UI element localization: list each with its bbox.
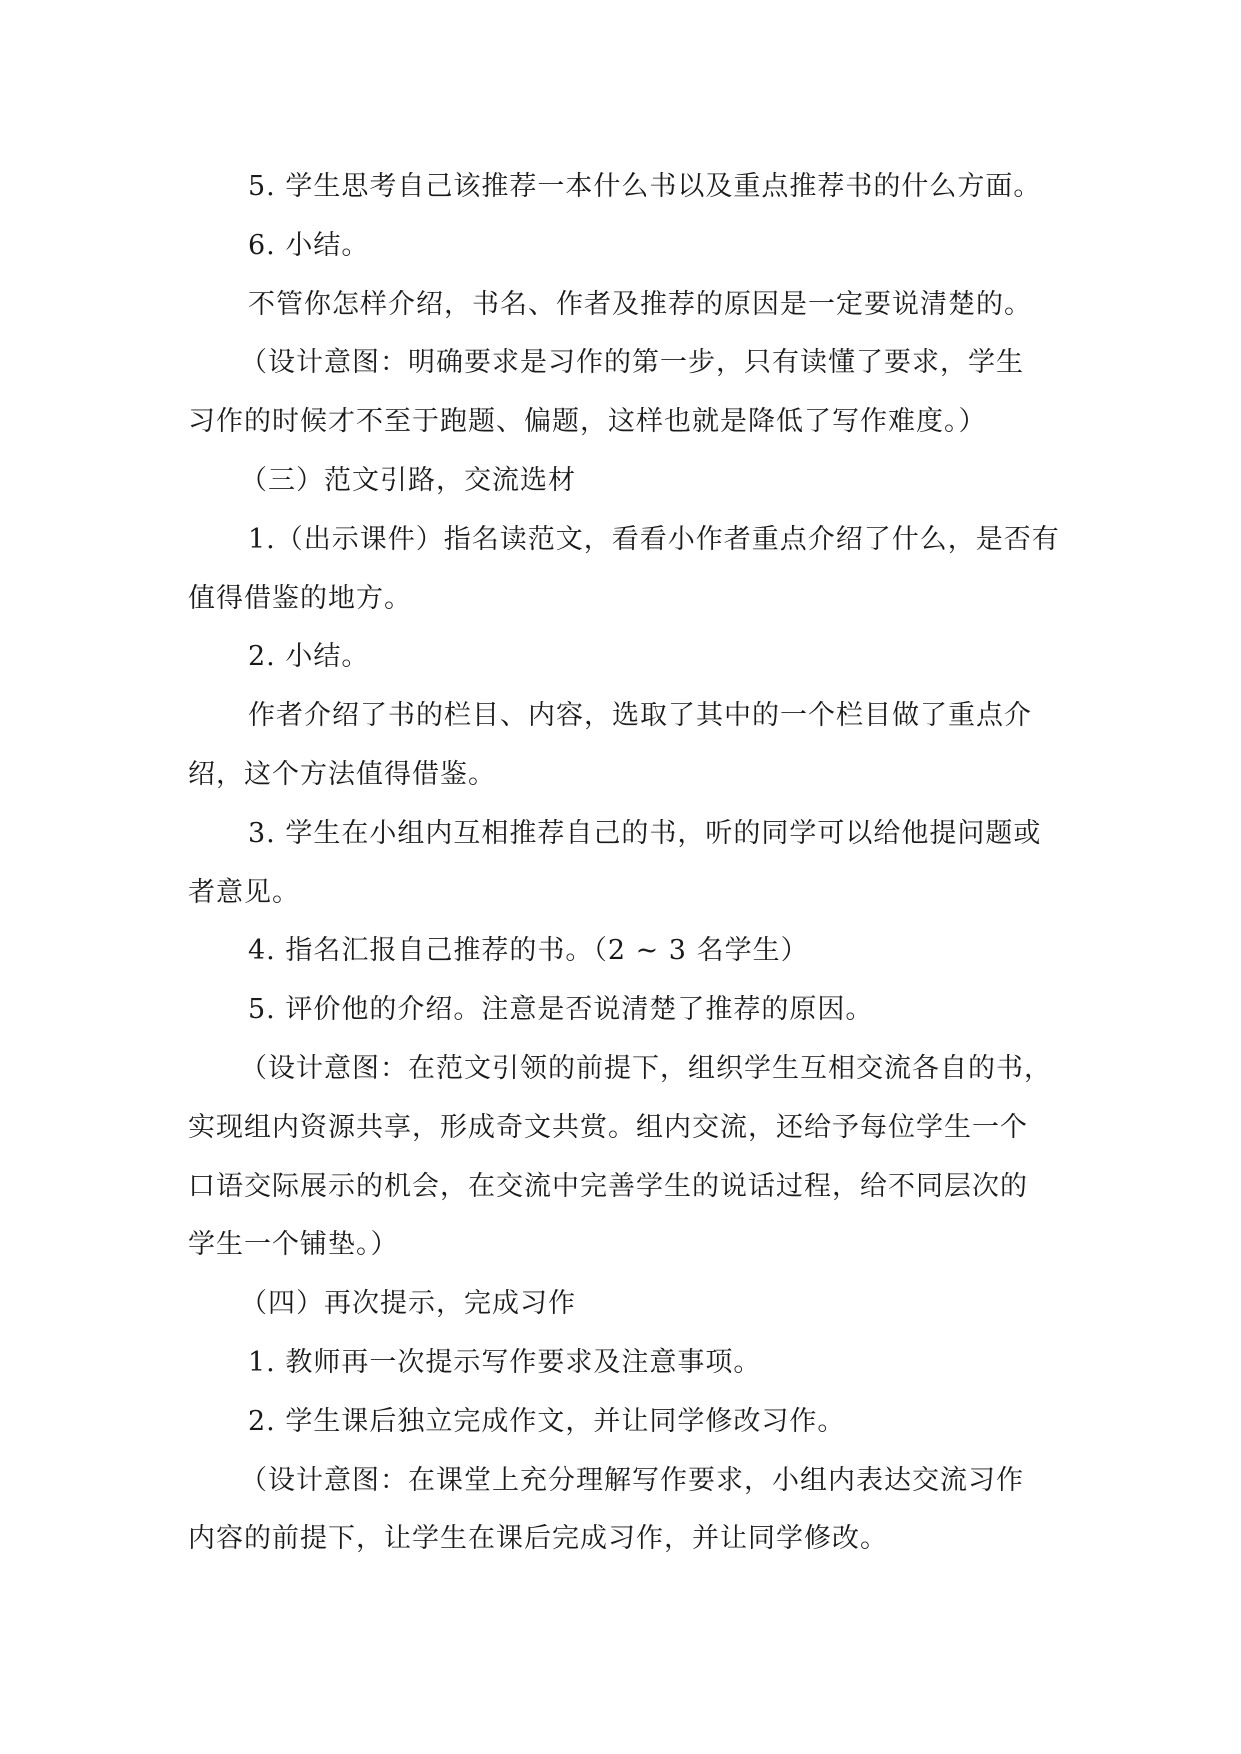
list-item-5-think-book: 5. 学生思考自己该推荐一本什么书以及重点推荐书的什么方面。 bbox=[248, 171, 1042, 202]
design-intent-note-2-cont-1: 实现组内资源共享，形成奇文共赏。组内交流，还给予每位学生一个 bbox=[188, 1111, 1028, 1143]
design-intent-note-2: （设计意图：在范文引领的前提下，组织学生互相交流各自的书， bbox=[240, 1052, 1052, 1084]
paragraph-author-intro-cont: 绍，这个方法值得借鉴。 bbox=[188, 758, 496, 790]
design-intent-note-3: （设计意图：在课堂上充分理解写作要求，小组内表达交流习作 bbox=[240, 1464, 1024, 1496]
paragraph-introduction-rule: 不管你怎样介绍，书名、作者及推荐的原因是一定要说清楚的。 bbox=[248, 288, 1032, 320]
list-item-3-group-recommend: 3. 学生在小组内互相推荐自己的书，听的同学可以给他提问题或 bbox=[248, 817, 1042, 849]
paragraph-author-intro: 作者介绍了书的栏目、内容，选取了其中的一个栏目做了重点介 bbox=[248, 700, 1032, 732]
design-intent-note-2-cont-2: 口语交际展示的机会，在交流中完善学生的说话过程，给不同层次的 bbox=[188, 1170, 1028, 1202]
list-item-4-report: 4. 指名汇报自己推荐的书。（2 ~ 3 名学生） bbox=[248, 935, 809, 967]
list-item-2-summary: 2. 小结。 bbox=[248, 641, 370, 673]
list-item-5-evaluate: 5. 评价他的介绍。注意是否说清楚了推荐的原因。 bbox=[248, 994, 874, 1026]
list-item-3-cont: 者意见。 bbox=[188, 876, 300, 908]
list-item-2-student-complete: 2. 学生课后独立完成作文，并让同学修改习作。 bbox=[248, 1405, 846, 1437]
design-intent-note-1-cont: 习作的时候才不至于跑题、偏题，这样也就是降低了写作难度。） bbox=[188, 406, 987, 438]
document-body bbox=[188, 158, 1060, 1569]
section-heading-4: （四）再次提示，完成习作 bbox=[240, 1288, 576, 1320]
design-intent-note-3-cont: 内容的前提下，让学生在课后完成习作，并让同学修改。 bbox=[188, 1523, 888, 1555]
list-item-6-summary: 6. 小结。 bbox=[248, 229, 370, 261]
section-heading-3: （三）范文引路，交流选材 bbox=[240, 464, 576, 496]
design-intent-note-2-cont-3: 学生一个铺垫。） bbox=[188, 1229, 399, 1261]
list-item-1-cont: 值得借鉴的地方。 bbox=[188, 582, 412, 614]
list-item-1-teacher-remind: 1. 教师再一次提示写作要求及注意事项。 bbox=[248, 1346, 762, 1378]
design-intent-note-1: （设计意图：明确要求是习作的第一步，只有读懂了要求，学生 bbox=[240, 347, 1024, 379]
list-item-1-read-example: 1.（出示课件）指名读范文，看看小作者重点介绍了什么，是否有 bbox=[248, 523, 1060, 555]
